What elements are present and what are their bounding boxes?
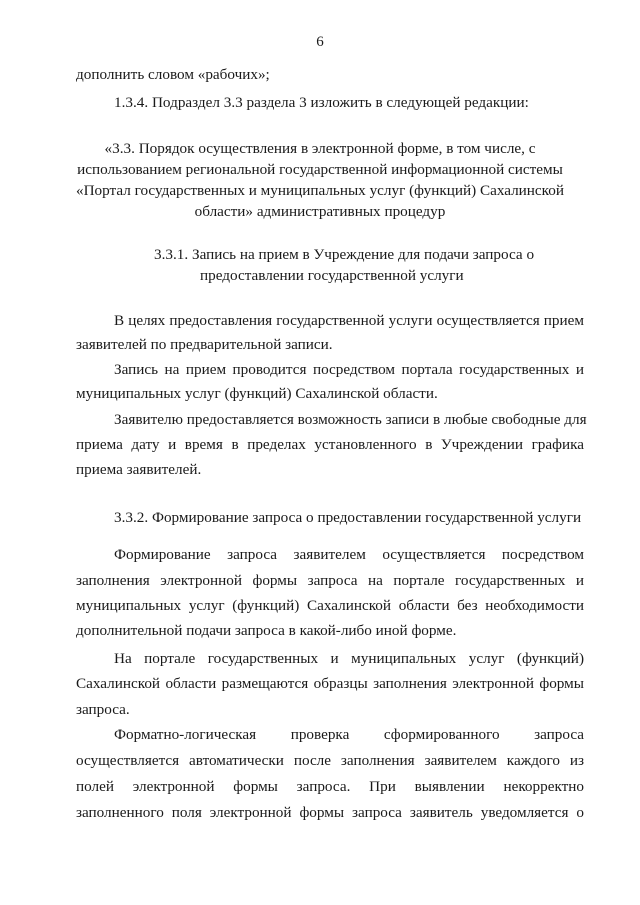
paragraph-line: В целях предоставления государственной услуги осуществляется прием bbox=[114, 312, 584, 329]
text-line: дополнить словом «рабочих»; bbox=[76, 66, 270, 83]
subsection-heading-line: предоставлении государственной услуги bbox=[200, 267, 464, 284]
section-heading-line: «Портал государственных и муниципальных услуг (функций) Сахалинской bbox=[75, 182, 565, 199]
paragraph-line: заполнения электронной формы запроса на портале государственных и bbox=[76, 572, 584, 589]
paragraph-line: На портале государственных и муниципальных услуг (функций) bbox=[114, 650, 584, 667]
paragraph-line: муниципальных услуг (функций) Сахалинской области без необходимости bbox=[76, 597, 584, 614]
paragraph-line: Формирование запроса заявителем осуществляется посредством bbox=[114, 546, 584, 563]
paragraph-line: заполненного поля электронной формы запроса заявитель уведомляется о bbox=[76, 804, 584, 821]
paragraph-line: Запись на прием проводится посредством портала государственных и bbox=[114, 361, 584, 378]
paragraph-line: Сахалинской области размещаются образцы заполнения электронной формы bbox=[76, 675, 584, 692]
subsection-heading-line: 3.3.1. Запись на прием в Учреждение для подачи запроса о bbox=[154, 246, 535, 263]
text-line: 1.3.4. Подраздел 3.3 раздела 3 изложить в следующей редакции: bbox=[114, 94, 529, 111]
paragraph-line: заявителей по предварительной записи. bbox=[76, 336, 333, 353]
paragraph-line: муниципальных услуг (функций) Сахалинской области. bbox=[76, 385, 438, 402]
paragraph-line: приема заявителей. bbox=[76, 461, 202, 478]
section-heading-line: «3.3. Порядок осуществления в электронной форме, в том числе, с bbox=[104, 140, 536, 157]
paragraph-line: осуществляется автоматически после заполнения заявителем каждого из bbox=[76, 752, 584, 769]
section-heading-line: использованием региональной государственной информационной системы bbox=[77, 161, 563, 178]
paragraph-line: Форматно-логическая проверка сформированного запроса bbox=[114, 726, 584, 743]
paragraph-line: полей электронной формы запроса. При выявлении некорректно bbox=[76, 778, 584, 795]
section-heading-line: области» административных процедур bbox=[194, 203, 446, 220]
paragraph-line: Заявителю предоставляется возможность записи в любые свободные для bbox=[114, 411, 587, 428]
paragraph-line: дополнительной подачи запроса в какой-либо иной форме. bbox=[76, 622, 457, 639]
page-number: 6 bbox=[316, 34, 324, 50]
subsection-heading-line: 3.3.2. Формирование запроса о предоставлении государственной услуги bbox=[114, 509, 582, 526]
paragraph-line: запроса. bbox=[76, 701, 130, 718]
paragraph-line: приема дату и время в пределах установленного в Учреждении графика bbox=[76, 436, 584, 453]
